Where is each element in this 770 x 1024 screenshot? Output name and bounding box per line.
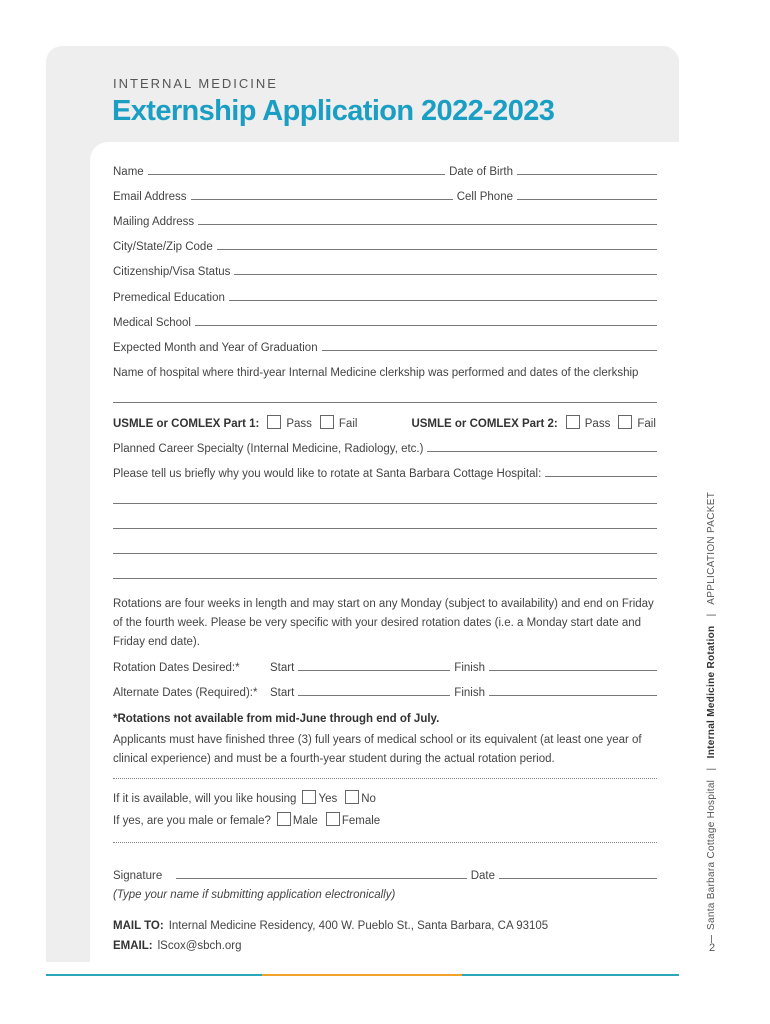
footer-bar-orange — [262, 974, 462, 976]
footer-bar-teal — [462, 974, 679, 976]
career-row — [113, 439, 657, 455]
why-row — [113, 464, 657, 480]
alternate-finish-field[interactable] — [489, 695, 657, 696]
mailing-field[interactable] — [198, 224, 657, 225]
desired-start-label: Start — [270, 662, 295, 674]
citizenship-field[interactable] — [234, 274, 657, 275]
city-row — [113, 237, 657, 253]
medschool-label: Medical School — [113, 317, 191, 329]
name-label: Name — [113, 166, 144, 178]
phone-field[interactable] — [517, 199, 657, 200]
signature-label: Signature — [113, 870, 163, 882]
housing-question: If it is available, will you like housing — [113, 793, 297, 805]
gender-row — [113, 811, 657, 827]
signature-note: (Type your name if submitting application electronically) — [113, 889, 396, 901]
premed-label: Premedical Education — [113, 292, 225, 304]
graduation-row — [113, 338, 657, 354]
dob-field[interactable] — [517, 174, 657, 175]
mail-address: Internal Medicine Residency, 400 W. Pueblo St., Santa Barbara, CA 93105 — [168, 920, 549, 932]
mail-row — [113, 916, 657, 932]
why-field[interactable] — [545, 476, 657, 477]
why-line-3[interactable] — [113, 553, 657, 554]
why-line-4[interactable] — [113, 578, 657, 579]
citizenship-label: Citizenship/Visa Status — [113, 266, 231, 278]
usmle1-pass-label: Pass — [286, 418, 312, 430]
email-row — [113, 187, 657, 203]
rotation-note: *Rotations not available from mid-June through end of July. — [113, 713, 440, 725]
email-contact-label: EMAIL: — [113, 940, 153, 952]
side-packet: APPLICATION PACKET — [706, 491, 717, 605]
clerkship-label: Name of hospital where third-year Internal Medicine clerkship was performed and dates of the clerkship — [113, 367, 639, 379]
mailing-row — [113, 212, 657, 228]
graduation-field[interactable] — [322, 350, 657, 351]
usmle1-fail-label: Fail — [338, 418, 358, 430]
email-address[interactable]: lScox@sbch.org — [157, 940, 242, 952]
mail-to-label: MAIL TO: — [113, 920, 164, 932]
desired-start-field[interactable] — [298, 670, 450, 671]
housing-no-label: No — [361, 793, 376, 805]
medschool-row — [113, 313, 657, 329]
department-label: INTERNAL MEDICINE — [113, 76, 278, 91]
gender-question: If yes, are you male or female? — [113, 815, 271, 827]
divider — [113, 778, 657, 779]
clerkship-field[interactable] — [113, 402, 657, 403]
alternate-finish-label: Finish — [454, 687, 485, 699]
signature-field[interactable] — [176, 878, 466, 879]
usmle2-label: USMLE or COMLEX Part 2: — [411, 418, 558, 430]
email-field[interactable] — [191, 199, 453, 200]
male-checkbox[interactable] — [277, 812, 291, 826]
alternate-start-field[interactable] — [298, 695, 450, 696]
mailing-label: Mailing Address — [113, 216, 195, 228]
page-number: 2 — [709, 942, 716, 954]
title-year: 2022-2023 — [421, 95, 555, 127]
rotation-info: Rotations are four weeks in length and may start on any Monday (subject to availability) and end on Friday of the fourth week. Please be very specific with your desired rotation dates (i.e. a Monday start date and Friday end date). — [113, 598, 654, 648]
phone-label: Cell Phone — [456, 191, 513, 203]
email-contact-row — [113, 936, 657, 952]
why-label: Please tell us briefly why you would like to rotate at Santa Barbara Cottage Hospital: — [113, 468, 542, 480]
side-separator: | — [706, 767, 717, 771]
usmle2-pass-label: Pass — [584, 418, 611, 430]
side-separator: | — [706, 613, 717, 617]
date-label: Date — [470, 870, 495, 882]
female-label: Female — [341, 815, 381, 827]
side-hospital: Santa Barbara Cottage Hospital — [706, 779, 717, 930]
usmle1-label: USMLE or COMLEX Part 1: — [113, 418, 260, 430]
career-label: Planned Career Specialty (Internal Medicine, Radiology, etc.) — [113, 443, 424, 455]
desired-finish-field[interactable] — [489, 670, 657, 671]
alternate-start-label: Start — [270, 687, 295, 699]
usmle2-fail-label: Fail — [637, 418, 656, 430]
housing-yes-checkbox[interactable] — [302, 790, 316, 804]
male-label: Male — [292, 815, 318, 827]
requirements-text: Applicants must have finished three (3) full years of medical school or its equivalent (at least one year of clinical experience) and must be a fourth-year student during the actual rotation period. — [113, 734, 642, 765]
city-field[interactable] — [217, 249, 657, 250]
medschool-field[interactable] — [195, 325, 657, 326]
usmle2-fail-checkbox[interactable] — [618, 415, 632, 429]
date-field[interactable] — [499, 878, 657, 879]
housing-row — [113, 789, 657, 805]
graduation-label: Expected Month and Year of Graduation — [113, 342, 318, 354]
female-checkbox[interactable] — [326, 812, 340, 826]
divider — [113, 842, 657, 843]
signature-row — [113, 866, 657, 882]
premed-field[interactable] — [229, 300, 657, 301]
premed-row — [113, 288, 657, 304]
why-line-2[interactable] — [113, 528, 657, 529]
usmle-row — [113, 414, 657, 430]
clerkship-row — [113, 363, 657, 379]
name-row — [113, 162, 657, 178]
side-rotation: Internal Medicine Rotation — [706, 625, 717, 759]
desired-finish-label: Finish — [454, 662, 485, 674]
dob-label: Date of Birth — [449, 166, 513, 178]
side-banner — [706, 490, 717, 930]
title-main: Externship Application — [112, 95, 414, 127]
usmle1-pass-checkbox[interactable] — [267, 415, 281, 429]
housing-no-checkbox[interactable] — [345, 790, 359, 804]
why-line-1[interactable] — [113, 503, 657, 504]
page-title — [112, 95, 554, 128]
citizenship-row — [113, 262, 657, 278]
rotation-alternate-row — [113, 683, 657, 699]
name-field[interactable] — [148, 174, 445, 175]
usmle2-pass-checkbox[interactable] — [566, 415, 580, 429]
rotation-desired-row — [113, 658, 657, 674]
footer-bar-teal — [46, 974, 262, 976]
email-label: Email Address — [113, 191, 187, 203]
career-field[interactable] — [427, 451, 657, 452]
usmle1-fail-checkbox[interactable] — [320, 415, 334, 429]
housing-yes-label: Yes — [318, 793, 338, 805]
rotation-desired-label: Rotation Dates Desired:* — [113, 662, 240, 674]
city-label: City/State/Zip Code — [113, 241, 213, 253]
rotation-alternate-label: Alternate Dates (Required):* — [113, 687, 258, 699]
